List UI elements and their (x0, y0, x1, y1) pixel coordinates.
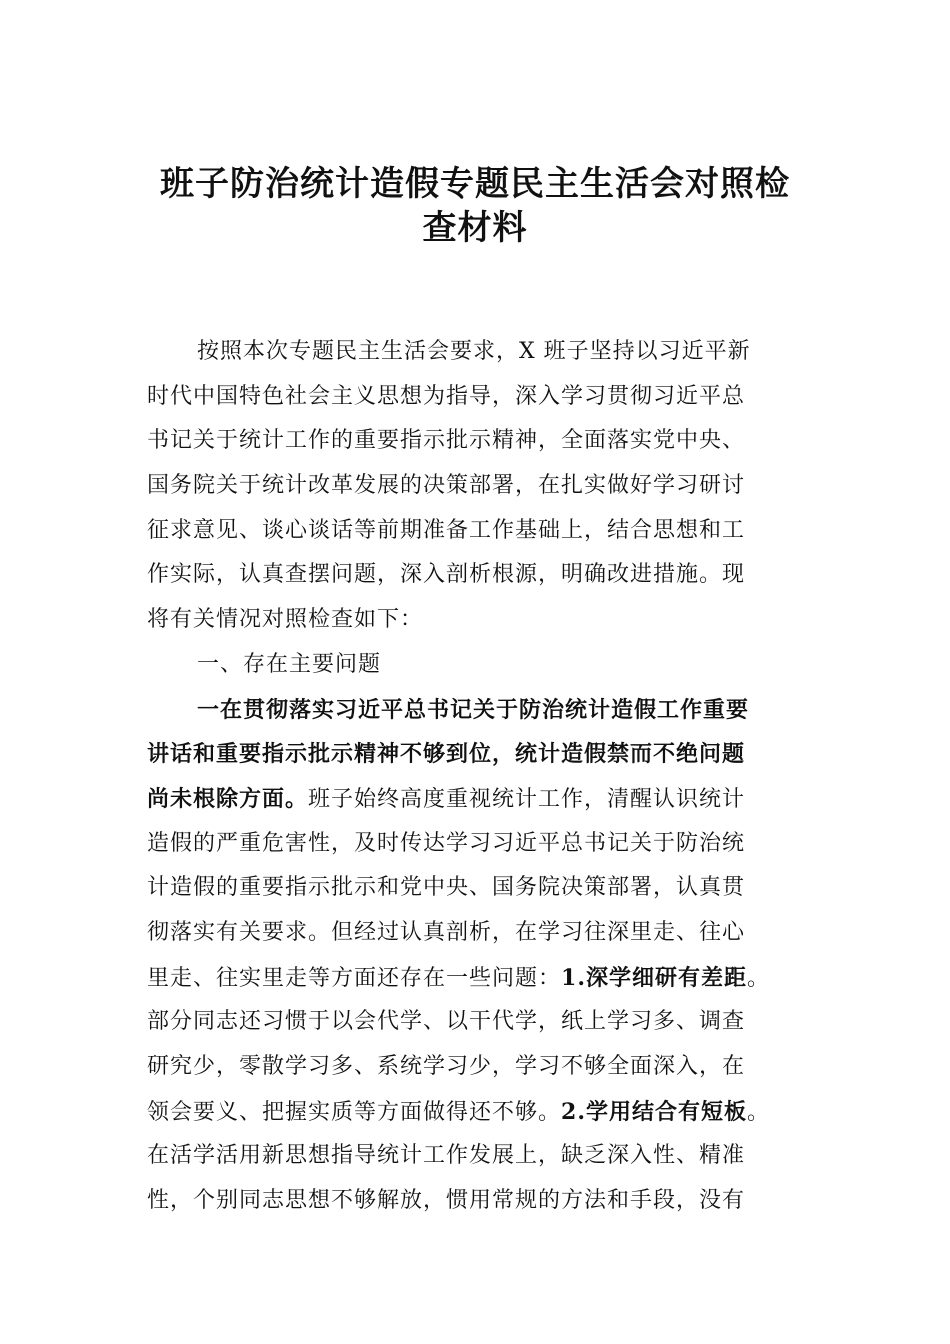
paragraph-line: 在活学活用新思想指导统计工作发展上，缺乏深入性、精准 (147, 1143, 746, 1169)
section-heading: 一、存在主要问题 (197, 651, 382, 677)
point-1-label: 1.深学细研有差距 (561, 964, 747, 991)
paragraph-line: 性，个别同志思想不够解放，惯用常规的方法和手段，没有 (147, 1188, 746, 1214)
paragraph-line: 彻落实有关要求。但经过认真剖析，在学习往深里走、往心 (147, 919, 746, 945)
mixed-line (147, 956, 807, 1001)
paragraph-line: 部分同志还习惯于以会代学、以干代学，纸上学习多、调查 (147, 1009, 746, 1035)
subheading-line: 讲话和重要指示批示精神不够到位，统计造假禁而不绝问题 (147, 741, 746, 768)
intro-line: 征求意见、谈心谈话等前期准备工作基础上，结合思想和工 (147, 517, 746, 543)
mixed-line (147, 1090, 807, 1135)
document-title-line-2: 查材料 (422, 208, 528, 248)
document-body (147, 330, 807, 1224)
intro-line: 国务院关于统计改革发展的决策部署，在扎实做好学习研讨 (147, 473, 746, 499)
intro-line: 时代中国特色社会主义思想为指导，深入学习贯彻习近平总 (147, 383, 746, 409)
intro-line: 书记关于统计工作的重要指示批示精神，全面落实党中央、 (147, 428, 746, 454)
paragraph-line: 研究少，零散学习多、系统学习少，学习不够全面深入，在 (147, 1054, 746, 1079)
paragraph-text: 领会要义、把握实质等方面做得还不够。 (147, 1099, 562, 1125)
document-title-line-1: 班子防治统计造假专题民主生活会对照检 (160, 164, 790, 204)
subheading-line: 尚未根除方面。 (147, 785, 309, 812)
mixed-line (147, 777, 807, 822)
paragraph-text: 班子始终高度重视统计工作，清醒认识统计 (308, 786, 746, 812)
point-2-label: 2.学用结合有短板 (561, 1098, 747, 1125)
point-2-tail: 。 (746, 1099, 770, 1125)
paragraph-line: 造假的严重危害性，及时传达学习习近平总书记关于防治统 (147, 830, 746, 856)
point-1-tail: 。 (746, 965, 770, 991)
intro-line: 按照本次专题民主生活会要求，X 班子坚持以习近平新 (197, 339, 751, 364)
intro-line: 作实际，认真查摆问题，深入剖析根源，明确改进措施。现 (147, 562, 746, 588)
paragraph-line: 计造假的重要指示批示和党中央、国务院决策部署，认真贯 (147, 875, 746, 901)
subheading-line: 一在贯彻落实习近平总书记关于防治统计造假工作重要 (197, 696, 750, 723)
intro-line: 将有关情况对照检查如下： (147, 607, 424, 633)
paragraph-text: 里走、往实里走等方面还存在一些问题： (147, 965, 562, 991)
